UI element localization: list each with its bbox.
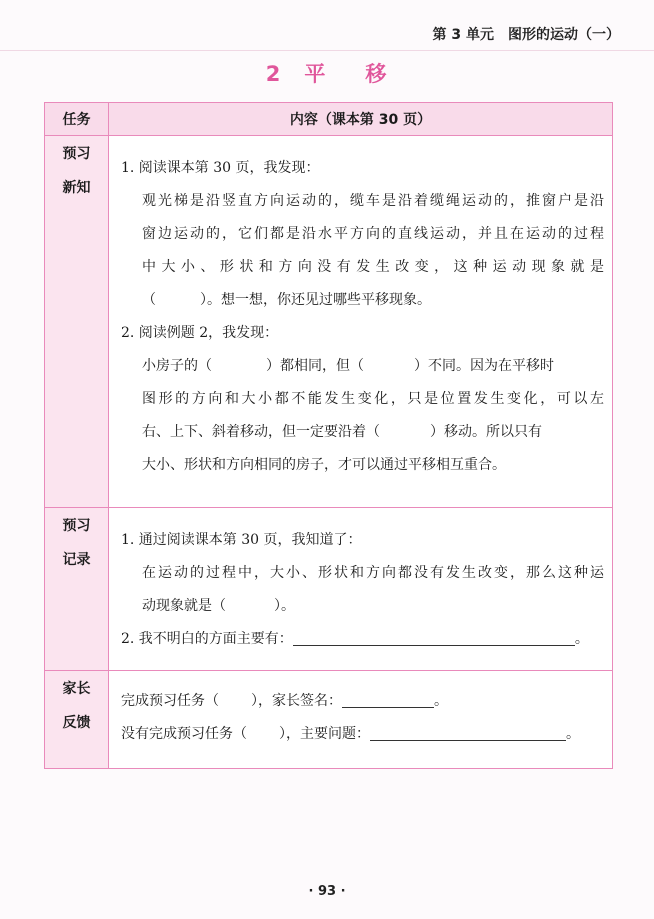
record-item-1-title: 1. 通过阅读课本第 30 页，我知道了： — [121, 532, 362, 548]
text: 小房子的（ — [142, 358, 212, 374]
text: ）。 — [274, 598, 295, 614]
item-2-title: 2. 阅读例题 2，我发现： — [121, 325, 279, 341]
text: ），主要问题： — [279, 726, 370, 742]
text-after-blank: ）。想一想，你还见过哪些平移现象。 — [200, 292, 431, 308]
row-label-parent-feedback — [45, 671, 109, 769]
lesson-title-char-2: 移 — [365, 62, 389, 86]
item-1-line: 中大小、形状和方向没有发生改变，这种运动现象就是 — [142, 259, 604, 275]
column-header-content: 内容（课本第 30 页） — [109, 103, 613, 136]
text: ）都相同，但（ — [266, 358, 364, 374]
row-label-preview-knowledge — [45, 136, 109, 508]
bracket-open: （ — [142, 292, 156, 308]
header-divider — [0, 50, 654, 51]
lesson-title-char-1: 平 — [304, 62, 328, 86]
text: 2. 我不明白的方面主要有： — [121, 631, 293, 647]
item-2-fill-line — [121, 350, 604, 383]
parent-signature-underline[interactable] — [342, 689, 434, 708]
content-parent-feedback — [109, 671, 613, 769]
feedback-not-completed-line — [121, 718, 604, 751]
preview-worksheet-table — [44, 102, 613, 769]
column-header-task: 任务 — [45, 103, 109, 136]
text: 完成预习任务（ — [121, 693, 219, 709]
row-label-preview-record — [45, 508, 109, 671]
page-number: · 93 · — [308, 884, 346, 899]
text: 。 — [574, 631, 589, 647]
row-preview-record — [45, 508, 613, 671]
text: 右、上下、斜着移动，但一定要沿着（ — [142, 424, 380, 440]
item-1-line: 窗边运动的，它们都是沿水平方向的直线运动，并且在运动的过程 — [142, 226, 604, 242]
content-preview-record — [109, 508, 613, 671]
label-line: 预习 — [62, 518, 91, 534]
lesson-title — [0, 58, 654, 88]
label-line: 反馈 — [62, 715, 91, 731]
text: 没有完成预习任务（ — [121, 726, 247, 742]
label-line: 新知 — [62, 180, 91, 196]
table-header-row — [45, 103, 613, 136]
record-item-1-line: 在运动的过程中，大小、形状和方向都没有发生改变，那么这种运 — [142, 565, 604, 581]
item-2-line: 大小、形状和方向相同的房子，才可以通过平移相互重合。 — [142, 457, 506, 473]
record-item-1-fill-line — [121, 590, 604, 623]
unit-header: 第 3 单元 图形的运动（一） — [432, 27, 620, 43]
feedback-completed-line — [121, 685, 604, 718]
text: 。 — [566, 726, 580, 742]
label-line: 记录 — [62, 552, 91, 568]
text: ），家长签名： — [251, 693, 342, 709]
item-1-title: 1. 阅读课本第 30 页，我发现： — [121, 160, 320, 176]
item-2-fill-line — [121, 416, 604, 449]
label-line: 家长 — [62, 681, 91, 697]
main-problem-underline[interactable] — [370, 722, 566, 741]
text: ）不同。因为在平移时 — [414, 358, 554, 374]
content-preview-knowledge — [109, 136, 613, 508]
text: 动现象就是（ — [142, 598, 226, 614]
item-2-line: 图形的方向和大小都不能发生变化，只是位置发生变化，可以左 — [142, 391, 604, 407]
row-preview-knowledge — [45, 136, 613, 508]
label-line: 预习 — [62, 146, 91, 162]
lesson-number: 2 — [265, 62, 283, 86]
item-1-line: 观光梯是沿竖直方向运动的，缆车是沿着缆绳运动的，推窗户是沿 — [142, 193, 604, 209]
row-parent-feedback — [45, 671, 613, 769]
answer-underline[interactable] — [293, 627, 575, 646]
text: 。 — [434, 693, 448, 709]
text: ）移动。所以只有 — [430, 424, 542, 440]
record-item-2 — [121, 623, 604, 656]
item-1-fill-line — [121, 284, 604, 317]
